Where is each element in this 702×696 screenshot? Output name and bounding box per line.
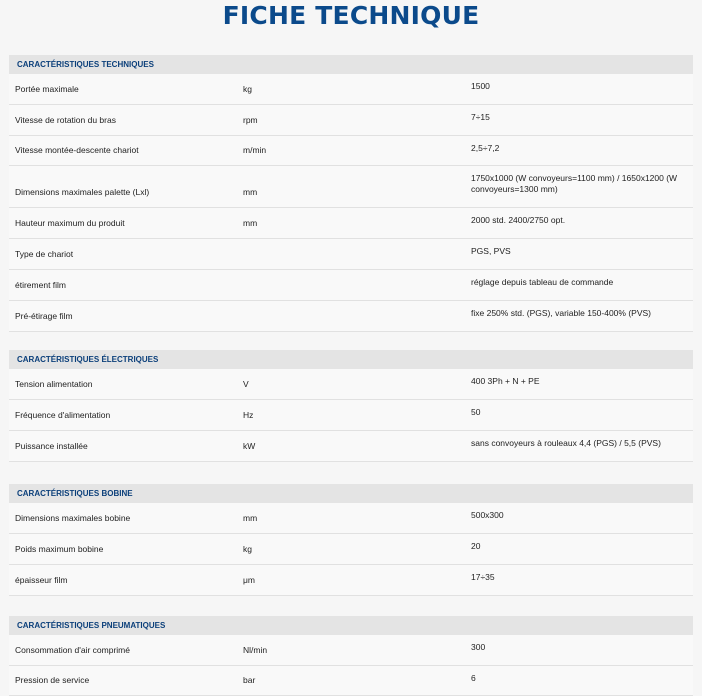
section-technical [9, 55, 693, 332]
row-label: épaisseur film [15, 575, 68, 585]
row-value: fixe 250% std. (PGS), variable 150-400% (PVS) [471, 308, 651, 318]
row-label: Tension alimentation [15, 379, 93, 389]
table-row [9, 565, 693, 596]
row-label: étirement film [15, 280, 67, 290]
table-row [9, 635, 693, 666]
row-label: Poids maximum bobine [15, 544, 104, 554]
row-value: 2,5÷7,2 [471, 143, 500, 153]
row-value: 6 [471, 673, 476, 683]
table-row [9, 431, 693, 462]
table-row [9, 208, 693, 239]
row-unit: Hz [243, 410, 254, 420]
row-label: Puissance installée [15, 441, 88, 451]
row-value: 300 [471, 642, 486, 652]
row-value: 7÷15 [471, 112, 490, 122]
table-row [9, 534, 693, 565]
table-row [9, 369, 693, 400]
section-electrical [9, 350, 693, 462]
row-unit: kW [243, 441, 256, 451]
row-label: Dimensions maximales bobine [15, 513, 131, 523]
table-row [9, 166, 693, 208]
table-row [9, 74, 693, 105]
row-value: 50 [471, 407, 481, 417]
row-unit: μm [243, 575, 255, 585]
row-unit: mm [243, 187, 258, 197]
row-label: Type de chariot [15, 249, 74, 259]
page-title: FICHE TECHNIQUE [222, 1, 480, 30]
row-value: 1750x1000 (W convoyeurs=1100 mm) / 1650x1200 (W convoyeurs=1300 mm) [471, 173, 678, 194]
section-reel [9, 484, 693, 596]
row-unit: mm [243, 513, 258, 523]
row-label: Vitesse de rotation du bras [15, 115, 116, 125]
table-row [9, 239, 693, 270]
row-unit: kg [243, 84, 252, 94]
row-label: Dimensions maximales palette (Lxl) [15, 187, 150, 197]
table-row [9, 270, 693, 301]
table-row [9, 400, 693, 431]
row-label: Hauteur maximum du produit [15, 218, 125, 228]
section-pneumatic [9, 616, 693, 696]
table-row [9, 503, 693, 534]
row-label: Fréquence d'alimentation [15, 410, 111, 420]
row-label: Vitesse montée-descente chariot [15, 145, 139, 155]
row-value: 1500 [471, 81, 490, 91]
row-label: Pré-étirage film [15, 311, 73, 321]
section-header: CARACTÉRISTIQUES PNEUMATIQUES [9, 616, 693, 635]
row-unit: rpm [243, 115, 258, 125]
row-unit: kg [243, 544, 252, 554]
row-value: 2000 std. 2400/2750 opt. [471, 215, 566, 225]
row-unit: Nl/min [243, 645, 268, 655]
row-value: sans convoyeurs à rouleaux 4,4 (PGS) / 5,5 (PVS) [471, 438, 661, 448]
row-unit: V [243, 379, 249, 389]
row-value: 20 [471, 541, 481, 551]
row-value: 500x300 [471, 510, 504, 520]
row-unit: mm [243, 218, 258, 228]
row-label: Consommation d'air comprimé [15, 645, 130, 655]
table-row [9, 666, 693, 696]
section-header: CARACTÉRISTIQUES TECHNIQUES [9, 55, 693, 74]
row-value: PGS, PVS [471, 246, 511, 256]
table-row [9, 105, 693, 136]
table-row [9, 301, 693, 332]
row-label: Pression de service [15, 675, 90, 685]
row-unit: m/min [243, 145, 267, 155]
row-unit: bar [243, 675, 256, 685]
section-header: CARACTÉRISTIQUES ÉLECTRIQUES [9, 350, 693, 369]
row-label: Portée maximale [15, 84, 79, 94]
row-value: 400 3Ph + N + PE [471, 376, 540, 386]
row-value: réglage depuis tableau de commande [471, 277, 614, 287]
row-value: 17÷35 [471, 572, 495, 582]
table-row [9, 136, 693, 166]
section-header: CARACTÉRISTIQUES BOBINE [9, 484, 693, 503]
